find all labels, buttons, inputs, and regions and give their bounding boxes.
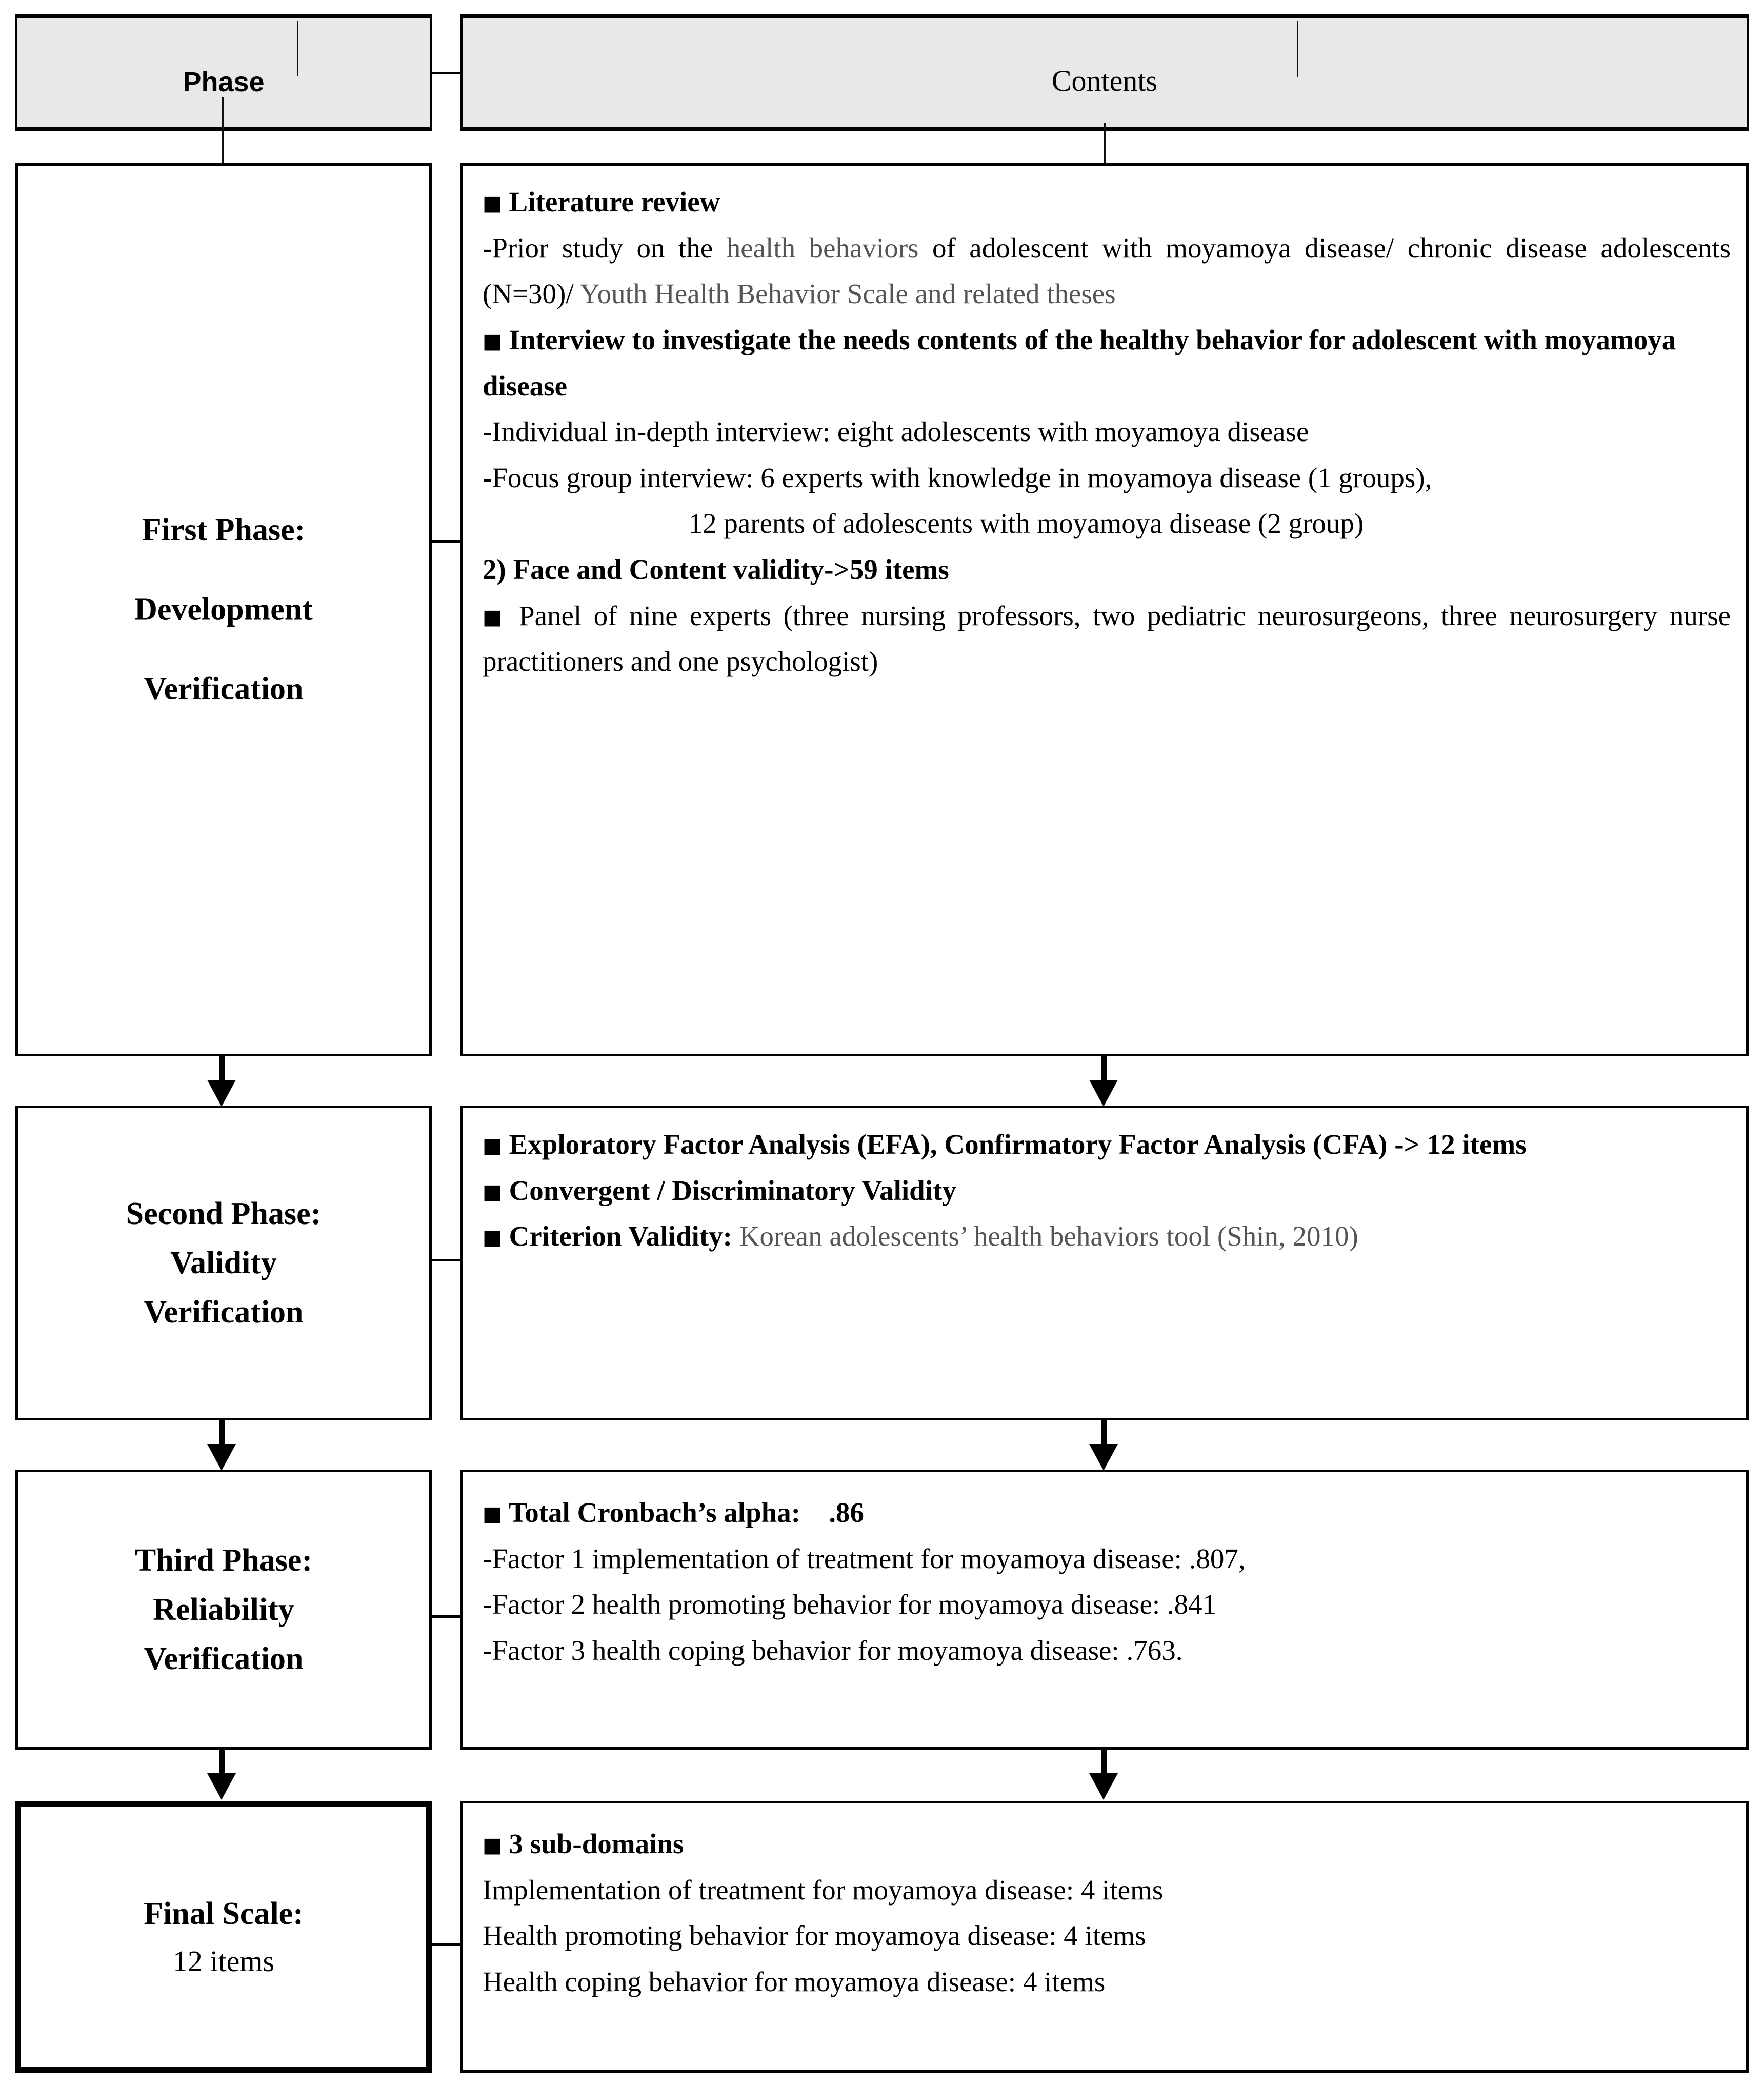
square-bullet-icon: ■ <box>483 1833 502 1857</box>
header-connector <box>430 72 463 74</box>
phase-third-line-0: Third Phase: <box>134 1542 313 1578</box>
phase-second-line-2: Verification <box>144 1295 304 1330</box>
content-box-final <box>460 1801 1749 2073</box>
content-first-item-4-seg-0: -Focus group interview: 6 experts with knowledge in moyamoya disease (1 groups), <box>483 462 1432 493</box>
arrow-down-icon-phase3-to-final <box>207 1773 236 1800</box>
content-box-first <box>460 163 1749 1056</box>
content-first-item-7 <box>483 593 1731 685</box>
phase-third-line-2: Verification <box>144 1641 304 1677</box>
content-third-item-2 <box>483 1581 1731 1628</box>
content-second-item-1 <box>483 1168 1731 1214</box>
phase-second-line-0: Second Phase: <box>126 1196 322 1231</box>
content-final-item-1 <box>483 1867 1731 1913</box>
content-second-item-0 <box>483 1121 1731 1168</box>
phase-box-second <box>15 1106 432 1420</box>
phase-third-line-1: Reliability <box>153 1592 294 1627</box>
square-bullet-icon: ■ <box>483 1226 502 1250</box>
arrow-down-icon-phase2-to-phase3 <box>207 1444 236 1471</box>
square-bullet-icon: ■ <box>483 1502 502 1526</box>
content-final-item-0 <box>483 1821 1731 1867</box>
content-third-body <box>483 1490 1731 1674</box>
arrow-down-icon-content2-to-content3 <box>1089 1444 1118 1471</box>
content-second-item-2 <box>483 1213 1731 1259</box>
content-second-body <box>483 1121 1731 1259</box>
phase-first-line-1: Development <box>134 592 313 627</box>
content-first-item-6 <box>483 547 1731 593</box>
content-box-third <box>460 1470 1749 1750</box>
header-phase-label: Phase <box>183 66 265 97</box>
content-first-item-3-seg-0: -Individual in-depth interview: eight adolescents with moyamoya disease <box>483 416 1309 448</box>
contents-header-stub <box>1104 123 1106 164</box>
connector-second-phase-to-content <box>430 1259 463 1261</box>
content-first-item-4 <box>483 455 1731 501</box>
arrow-down-icon-content3-to-final <box>1089 1773 1118 1800</box>
square-bullet-icon: ■ <box>483 605 507 629</box>
content-third-item-1 <box>483 1536 1731 1582</box>
content-first-item-1-seg-2: of adolescent with moyamoya disease/ chronic disease adolescents (N=30)/ <box>483 232 1731 310</box>
content-final-item-3-seg-0: Health coping behavior for moyamoya disease: 4 items <box>483 1965 1106 1997</box>
content-third-item-1-seg-0: -Factor 1 implementation of treatment for moyamoya disease: .807, <box>483 1542 1246 1574</box>
content-second-item-1-text: Convergent / Discriminatory Validity <box>509 1174 956 1206</box>
phase-second-line-1: Validity <box>170 1245 277 1280</box>
phase-box-final <box>15 1801 432 2073</box>
content-second-item-0-text: Exploratory Factor Analysis (EFA), Confirmatory Factor Analysis (CFA) -> 12 items <box>509 1129 1527 1160</box>
phase-box-first <box>15 163 432 1056</box>
content-first-item-0 <box>483 179 1731 225</box>
phase-box-third <box>15 1470 432 1750</box>
content-final-item-0-text: 3 sub-domains <box>509 1828 684 1859</box>
content-first-item-2-text: Interview to investigate the needs contents of the healthy behavior for adolescent with moyamoya disease <box>483 324 1676 402</box>
phase-final-line-1: 12 items <box>172 1944 275 1978</box>
header-cell-phase <box>15 14 432 131</box>
phase-final-title <box>21 1889 426 1984</box>
content-final-item-2 <box>483 1913 1731 1959</box>
square-bullet-icon: ■ <box>483 329 502 353</box>
square-bullet-icon: ■ <box>483 1134 502 1158</box>
content-first-item-6-text: 2) Face and Content validity->59 items <box>483 554 949 586</box>
content-first-item-2 <box>483 317 1731 409</box>
square-bullet-icon: ■ <box>483 1180 502 1204</box>
content-first-item-3 <box>483 409 1731 455</box>
content-first-item-7-text: Panel of nine experts (three nursing professors, two pediatric neurosurgeons, three neurosurgery nurse practitioners and one psychologist) <box>483 599 1731 677</box>
content-first-item-1-seg-0: -Prior study on the <box>483 232 727 264</box>
content-final-item-3 <box>483 1959 1731 2005</box>
content-third-item-3-seg-0: -Factor 3 health coping behavior for moyamoya disease: .763. <box>483 1634 1183 1666</box>
phase-third-title <box>18 1536 429 1683</box>
content-first-item-0-text: Literature review <box>509 186 720 217</box>
content-third-item-2-seg-0: -Factor 2 health promoting behavior for moyamoya disease: .841 <box>483 1589 1217 1620</box>
content-first-body <box>483 179 1731 685</box>
phase-final-line-0: Final Scale: <box>144 1896 304 1932</box>
content-third-item-0-seg-0: Total Cronbach’s alpha: <box>508 1497 801 1528</box>
content-final-item-2-seg-0: Health promoting behavior for moyamoya disease: 4 items <box>483 1920 1146 1952</box>
content-final-body <box>483 1821 1731 2005</box>
connector-third-phase-to-content <box>430 1615 463 1618</box>
content-first-item-1 <box>483 225 1731 317</box>
header-contents-label: Contents <box>1051 64 1158 98</box>
arrow-down-icon-content1-to-content2 <box>1089 1080 1118 1107</box>
content-final-item-1-seg-0: Implementation of treatment for moyamoya disease: 4 items <box>483 1874 1164 1906</box>
content-first-item-1-seg-1: health behaviors <box>726 232 919 264</box>
content-first-item-1-seg-3: Youth Health Behavior Scale and related theses <box>579 278 1116 310</box>
phase-first-line-0: First Phase: <box>142 512 306 548</box>
phase-first-line-2: Verification <box>144 671 304 707</box>
content-box-second <box>460 1106 1749 1420</box>
phase-first-title <box>18 491 429 729</box>
content-third-item-0-seg-1: .86 <box>800 1497 864 1528</box>
content-first-item-5-seg-0: 12 parents of adolescents with moyamoya disease (2 group) <box>688 508 1364 539</box>
connector-first-phase-to-content <box>430 540 463 543</box>
content-first-item-5 <box>483 500 1731 547</box>
content-second-item-2-seg-0: Criterion Validity: <box>509 1220 732 1252</box>
content-second-item-2-seg-1: Korean adolescents’ health behaviors tool (Shin, 2010) <box>732 1220 1358 1252</box>
content-third-item-3 <box>483 1628 1731 1674</box>
phase-second-title <box>18 1189 429 1337</box>
square-bullet-icon: ■ <box>483 191 502 215</box>
content-third-item-0 <box>483 1490 1731 1536</box>
header-cell-contents <box>460 14 1749 131</box>
arrow-down-icon-phase1-to-phase2 <box>207 1080 236 1107</box>
phase-header-stub <box>222 97 224 164</box>
connector-final-phase-to-content <box>430 1943 463 1946</box>
